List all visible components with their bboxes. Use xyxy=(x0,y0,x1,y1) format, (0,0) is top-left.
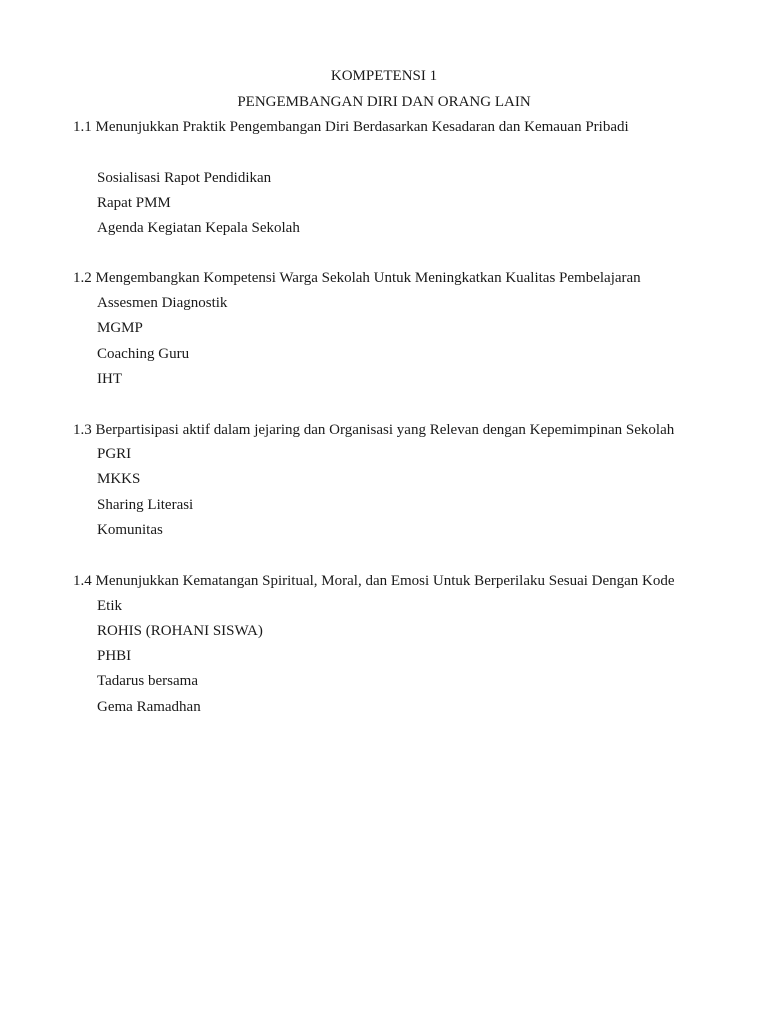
list-item: Sharing Literasi xyxy=(97,497,194,513)
section-heading-1-1: 1.1 Menunjukkan Praktik Pengembangan Diri Berdasarkan Kesadaran dan Kemauan Pribadi xyxy=(73,119,629,135)
list-item: MKKS xyxy=(97,471,141,487)
list-item: Sosialisasi Rapot Pendidikan xyxy=(97,170,272,186)
list-item: Coaching Guru xyxy=(97,346,190,362)
document-subtitle: PENGEMBANGAN DIRI DAN ORANG LAIN xyxy=(237,94,531,110)
section-heading-1-4-continuation: Etik xyxy=(97,598,122,614)
list-item: Assesmen Diagnostik xyxy=(97,295,228,311)
section-heading-1-3: 1.3 Berpartisipasi aktif dalam jejaring dan Organisasi yang Relevan dengan Kepemimpinan Sekolah xyxy=(73,422,675,438)
list-item: ROHIS (ROHANI SISWA) xyxy=(97,623,263,639)
list-item: Tadarus bersama xyxy=(97,673,198,689)
list-item: IHT xyxy=(97,371,122,387)
list-item: Rapat PMM xyxy=(97,195,171,211)
list-item: PGRI xyxy=(97,446,132,462)
list-item: Agenda Kegiatan Kepala Sekolah xyxy=(97,220,300,236)
list-item: Gema Ramadhan xyxy=(97,699,201,715)
list-item: MGMP xyxy=(97,320,143,336)
section-heading-1-4: 1.4 Menunjukkan Kematangan Spiritual, Moral, dan Emosi Untuk Berperilaku Sesuai Dengan Kode xyxy=(73,573,675,589)
list-item: Komunitas xyxy=(97,522,163,538)
list-item: PHBI xyxy=(97,648,132,664)
document-title: KOMPETENSI 1 xyxy=(330,68,438,84)
section-heading-1-2: 1.2 Mengembangkan Kompetensi Warga Sekolah Untuk Meningkatkan Kualitas Pembelajaran xyxy=(73,270,641,286)
